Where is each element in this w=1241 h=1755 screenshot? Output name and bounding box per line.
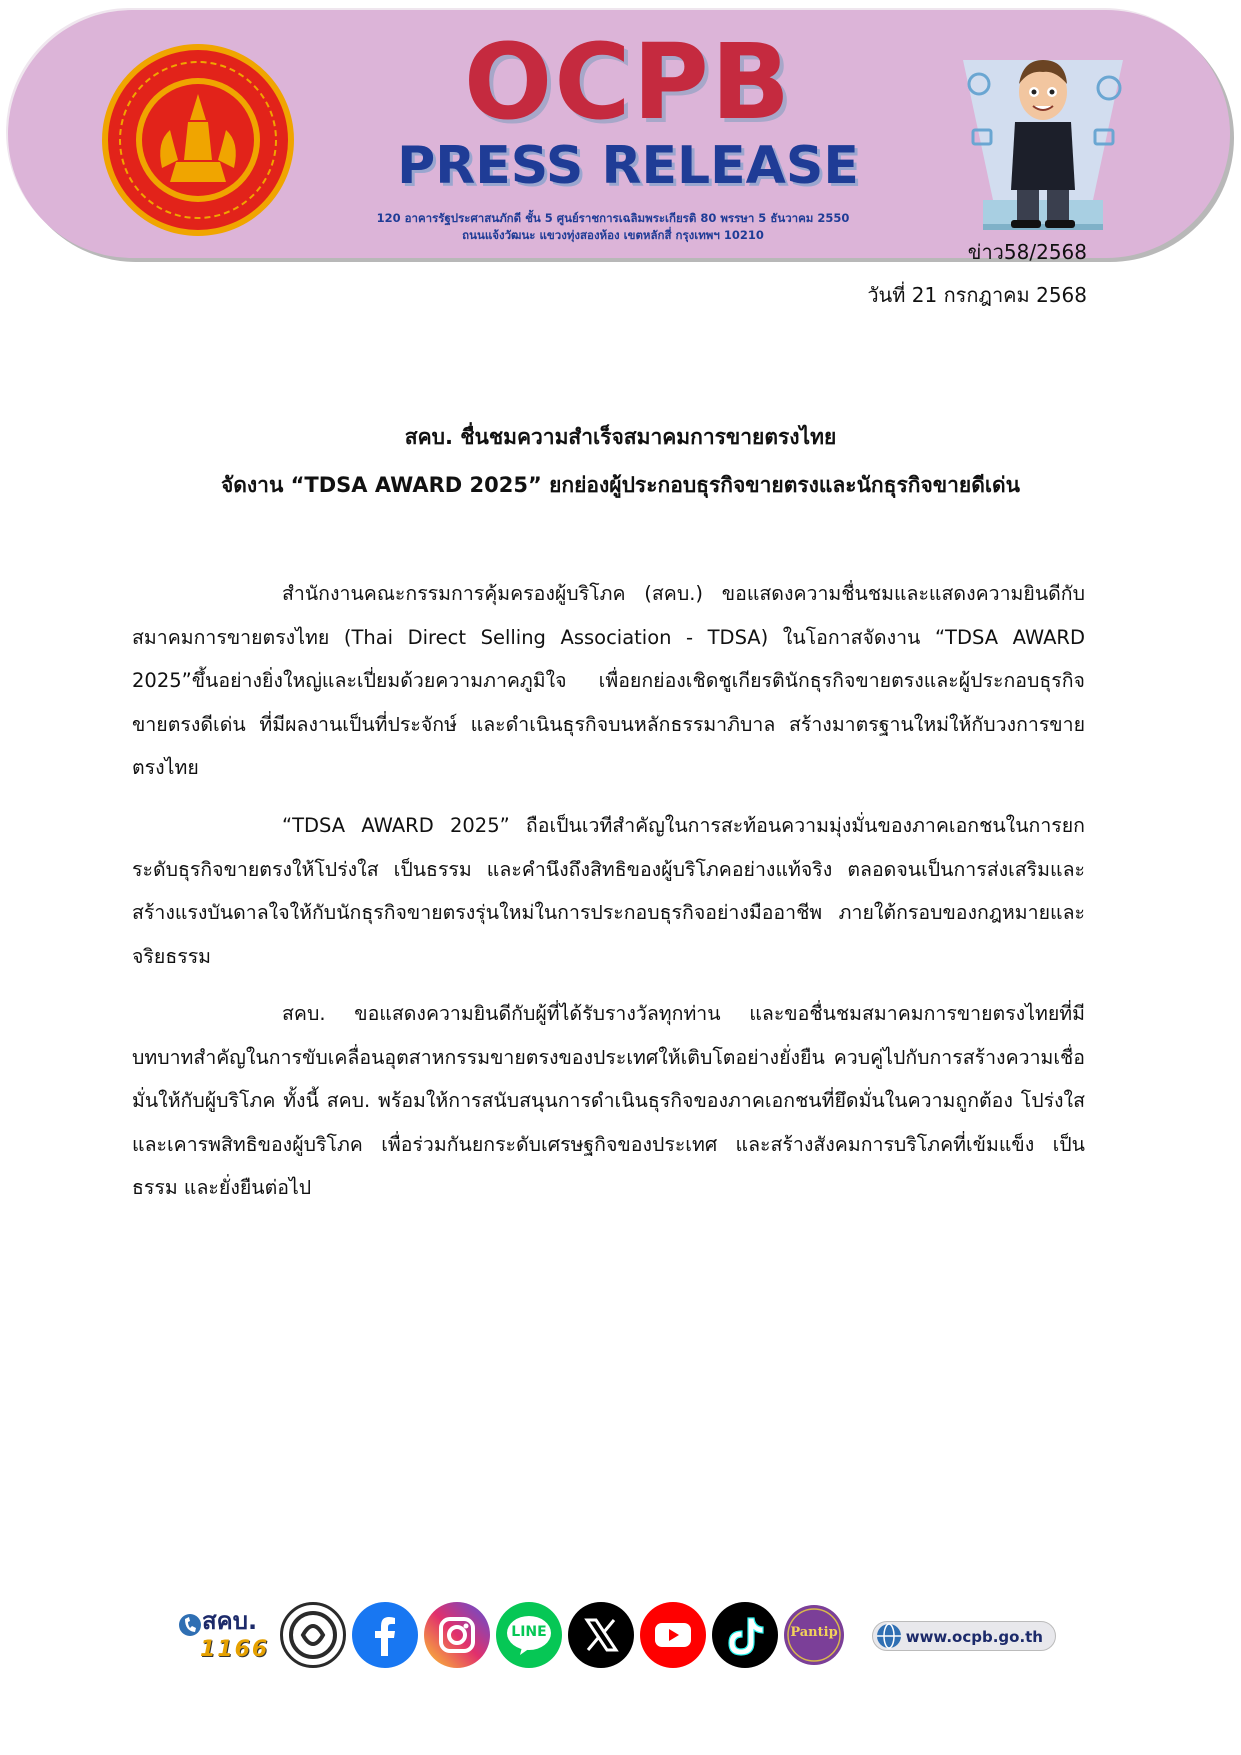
ocpb-seal-logo <box>100 42 296 238</box>
instagram-icon <box>424 1602 490 1668</box>
headline-line-1: สคบ. ชื่นชมความสำเร็จสมาคมการขายตรงไทย <box>404 425 837 449</box>
hotline-number: 1166 <box>200 1637 270 1662</box>
hotline-badge[interactable] <box>176 1605 274 1667</box>
mascot-illustration <box>943 40 1143 250</box>
youtube-link[interactable] <box>640 1602 706 1668</box>
body-paragraph-3 <box>132 992 1085 1210</box>
headline-line-2: จัดงาน “TDSA AWARD 2025” ยกย่องผู้ประกอบธุรกิจขายตรงและนักธุรกิจขายดีเด่น <box>220 473 1021 497</box>
address-line-1: 120 อาคารรัฐประศาสนภักดี ชั้น 5 ศูนย์ราชการเฉลิมพระเกียรติ 80 พรรษา 5 ธันวาคม 2550 <box>376 211 850 225</box>
tiktok-link[interactable] <box>712 1602 778 1668</box>
press-release-title: PRESS RELEASE <box>397 136 859 196</box>
globe-icon <box>875 1622 903 1650</box>
social-media-footer <box>176 1595 1066 1675</box>
body-paragraph-2 <box>132 804 1085 978</box>
ocpb-logo-text: OCPB <box>463 21 793 143</box>
website-link[interactable] <box>872 1621 1056 1651</box>
facebook-link[interactable] <box>352 1602 418 1668</box>
facebook-icon <box>352 1602 418 1668</box>
tiktok-icon <box>712 1602 778 1668</box>
ocpb-round-icon[interactable] <box>280 1602 346 1668</box>
pantip-link[interactable] <box>784 1605 844 1665</box>
website-url: www.ocpb.go.th <box>905 1628 1043 1646</box>
body-paragraph-1 <box>132 572 1085 790</box>
release-date: วันที่ 21 กรกฎาคม 2568 <box>867 283 1087 307</box>
body-paragraph-1-text: สำนักงานคณะกรรมการคุ้มครองผู้บริโภค (สคบ.) ขอแสดงความชื่นชมและแสดงความยินดีกับสมาคมการขายตรงไทย (Thai Direct Selling Association - TDSA) ในโอกาสจัดงาน “TDSA AWARD 2025”ขึ้นอย่างยิ่งใหญ่และเปี่ยมด้วยความภาคภูมิใจ เพื่อยกย่องเชิดชูเกียรตินักธุรกิจขายตรงและผู้ประกอบธุรกิจขายตรงดีเด่น ที่มีผลงานเป็นที่ประจักษ์ และดำเนินธุรกิจบนหลักธรรมาภิบาล สร้างมาตรฐานใหม่ให้กับวงการขายตรงไทย <box>132 582 1085 779</box>
youtube-icon <box>640 1602 706 1668</box>
news-number: ข่าว58/2568 <box>967 240 1087 264</box>
body-paragraph-2-text: “TDSA AWARD 2025” ถือเป็นเวทีสำคัญในการสะท้อนความมุ่งมั่นของภาคเอกชนในการยกระดับธุรกิจขายตรงให้โปร่งใส เป็นธรรม และคำนึงถึงสิทธิของผู้บริโภคอย่างแท้จริง ตลอดจนเป็นการส่งเสริมและสร้างแรงบันดาลใจให้กับนักธุรกิจขายตรงรุ่นใหม่ในการประกอบธุรกิจอย่างมืออาชีพ ภายใต้กรอบของกฎหมายและจริยธรรม <box>132 814 1085 968</box>
press-release-banner <box>8 10 1230 258</box>
line-label: LINE <box>511 1624 547 1640</box>
ocpb-emblem-icon <box>283 1605 343 1665</box>
pantip-label: Pantip <box>790 1625 838 1640</box>
address-line-2: ถนนแจ้งวัฒนะ แขวงทุ่งสองห้อง เขตหลักสี่ กรุงเทพฯ 10210 <box>462 228 764 242</box>
body-paragraph-3-text: สคบ. ขอแสดงความยินดีกับผู้ที่ได้รับรางวัลทุกท่าน และขอชื่นชมสมาคมการขายตรงไทยที่มีบทบาทสำคัญในการขับเคลื่อนอุตสาหกรรมขายตรงของประเทศให้เติบโตอย่างยั่งยืน ควบคู่ไปกับการสร้างความเชื่อมั่นให้กับผู้บริโภค ทั้งนี้ สคบ. พร้อมให้การสนับสนุนการดำเนินธุรกิจของภาคเอกชนที่ยึดมั่นในความถูกต้อง โปร่งใส และเคารพสิทธิของผู้บริโภค เพื่อร่วมกันยกระดับเศรษฐกิจของประเทศ และสร้างสังคมการบริโภคที่เข้มแข็ง เป็นธรรม และยั่งยืนต่อไป <box>132 1002 1085 1199</box>
x-link[interactable] <box>568 1602 634 1668</box>
line-link[interactable] <box>496 1602 562 1668</box>
x-icon <box>568 1602 634 1668</box>
agency-address <box>308 210 918 244</box>
instagram-link[interactable] <box>424 1602 490 1668</box>
hotline-name: สคบ. <box>202 1607 258 1635</box>
